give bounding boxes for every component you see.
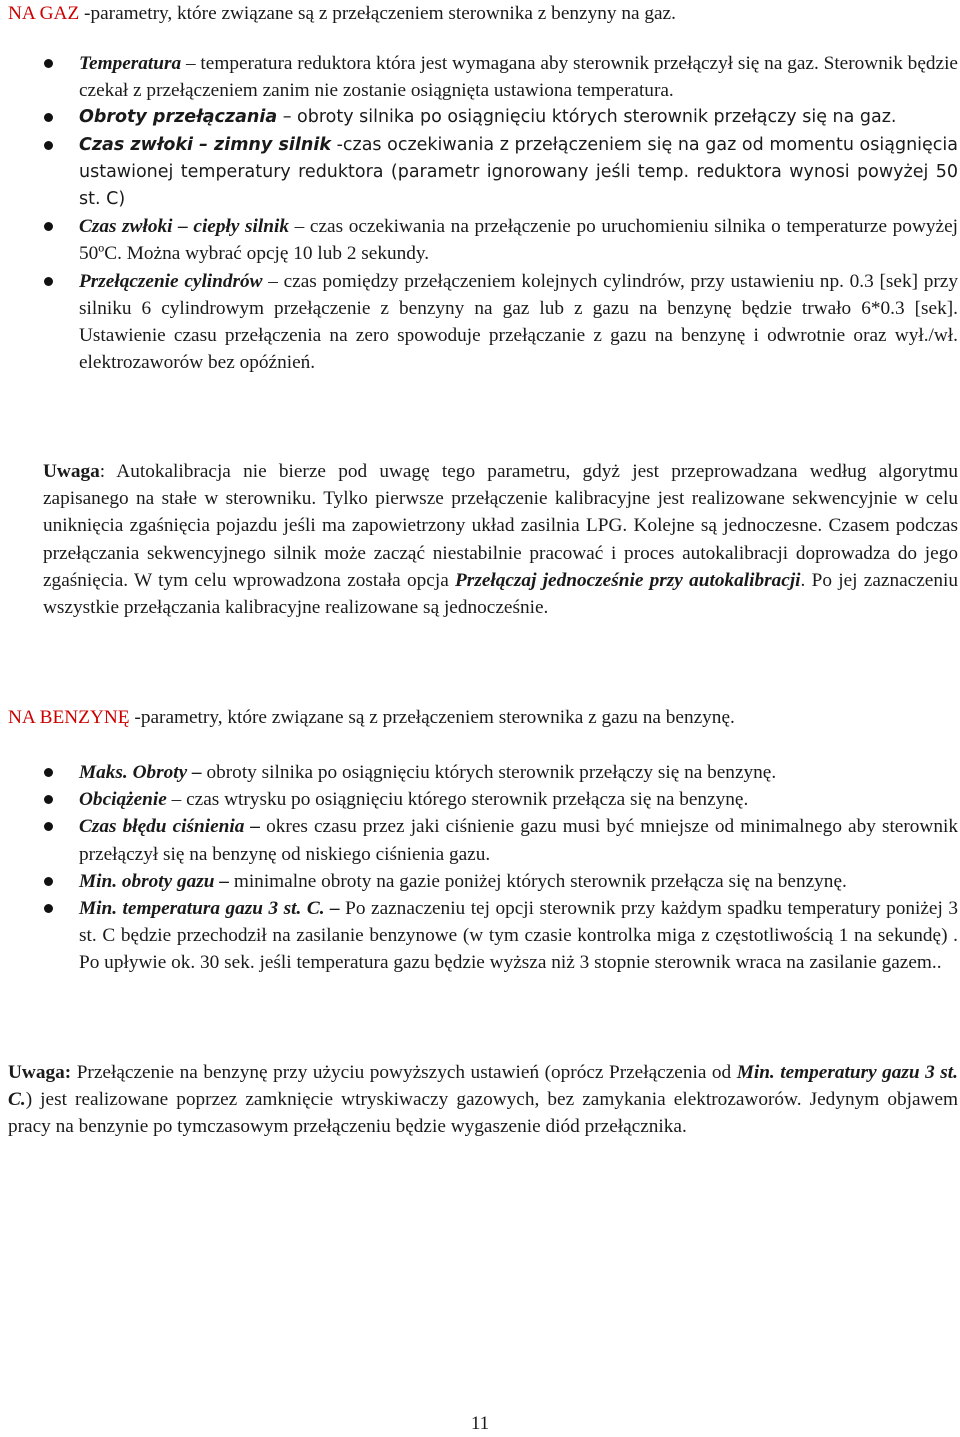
benzyna-note-paragraph bbox=[8, 1059, 958, 1141]
section-benzyna-title: NA BENZYNĘ bbox=[8, 707, 130, 728]
param-term: Czas błędu ciśnienia – bbox=[79, 816, 261, 838]
bullet-icon bbox=[44, 222, 53, 231]
note-text: : Autokalibracja nie bierze pod uwagę tego parametru, gdyż jest przeprowadzana według algorytmu zapisanego na stałe w sterowniku. Tylko pierwsze przełączenie kalibracyjne jest realizowane sekwencyjnie w celu uniknięcia zgaśnięcia pojazdu jeśli ma zapowietrzony układ zasilnia LPG. Kolejne są jednoczesne. Czasem podczas przełączania sekwencyjnego silnik może zacząć niestabilnie pracować i proces autokalibracji doprowadza do jego zgaśnięcia. W tym celu wprowadzona została opcja bbox=[43, 461, 958, 591]
param-term: Przełączenie cylindrów bbox=[79, 270, 263, 292]
list-item bbox=[8, 786, 958, 813]
param-desc: obroty silnika po osiągnięciu których sterownik przełączy się na benzynę. bbox=[201, 762, 777, 783]
param-term: Temperatura bbox=[79, 53, 182, 74]
param-desc: – temperatura reduktora która jest wymagana aby sterownik przełączył się na gaz. Sterownik będzie czekał z przełączeniem zanim nie zostanie osiągnięta ustawiona temperatura. bbox=[79, 53, 958, 102]
benzyna-parameter-list bbox=[8, 759, 958, 977]
note-option-name: Przełączaj jednocześnie przy autokalibracji bbox=[455, 569, 801, 591]
param-desc: – czas oczekiwania na przełączenie po uruchomieniu silnika o temperaturze powyżej 50ºC. Można wybrać opcję 10 lub 2 sekundy. bbox=[79, 216, 958, 265]
bullet-icon bbox=[44, 904, 53, 913]
list-item bbox=[8, 104, 958, 131]
param-desc: – obroty silnika po osiągnięciu których sterownik przełączy się na gaz. bbox=[277, 107, 897, 128]
list-item bbox=[8, 132, 958, 214]
bullet-icon bbox=[44, 795, 53, 804]
section-gaz-heading bbox=[8, 0, 676, 27]
section-gaz-title: NA GAZ bbox=[8, 3, 80, 24]
note-option-name: Min. temperatury gazu 3 st. C. bbox=[8, 1062, 958, 1111]
param-term: Obciążenie bbox=[79, 789, 167, 811]
bullet-icon bbox=[44, 141, 53, 150]
list-item bbox=[8, 868, 958, 895]
list-item bbox=[8, 813, 958, 867]
param-desc: Po zaznaczeniu tej opcji sterownik przy każdym spadku temperatury poniżej 3 st. C będzie przechodził na zasilanie benzynowe (w tym czasie kontrolka miga z częstotliwością 1 na sekundę) . Po upływie ok. 30 sek. jeśli temperatura gazu będzie wyższa niż 3 stopnie sterownik wraca na zasilanie gazem.. bbox=[79, 898, 958, 974]
section-benzyna-heading bbox=[8, 704, 735, 731]
bullet-icon bbox=[44, 877, 53, 886]
bullet-icon bbox=[44, 768, 53, 777]
note-label: Uwaga: bbox=[8, 1062, 72, 1083]
section-gaz-intro: -parametry, które związane są z przełączeniem sterownika z benzyny na gaz. bbox=[79, 3, 676, 24]
bullet-icon bbox=[44, 822, 53, 831]
param-desc: – czas wtrysku po osiągnięciu którego sterownik przełącza się na benzynę. bbox=[166, 789, 749, 811]
param-term: Czas zwłoki – ciepły silnik bbox=[79, 216, 289, 238]
list-item bbox=[8, 50, 958, 104]
param-term: Min. temperatura gazu 3 st. C. – bbox=[79, 898, 340, 920]
param-desc: minimalne obroty na gazie poniżej których sterownik przełącza się na benzynę. bbox=[229, 870, 847, 892]
bullet-icon bbox=[44, 59, 53, 68]
param-desc: okres czasu przez jaki ciśnienie gazu musi być mniejsze od minimalnego aby sterownik przełączył się na benzynę od niskiego ciśnienia gazu. bbox=[79, 816, 958, 865]
note-label: Uwaga bbox=[43, 461, 100, 482]
list-item bbox=[8, 213, 958, 267]
list-item bbox=[8, 268, 958, 377]
param-term: Obroty przełączania bbox=[79, 107, 278, 128]
list-item bbox=[8, 759, 958, 786]
param-term: Maks. Obroty – bbox=[79, 762, 202, 783]
param-term: Czas zwłoki – zimny silnik bbox=[79, 134, 331, 155]
section-benzyna-intro: -parametry, które związane są z przełączeniem sterownika z gazu na benzynę. bbox=[129, 707, 735, 728]
note-text-end: ) jest realizowane poprzez zamknięcie wtryskiwaczy gazowych, bez zamykania elektrozaworów. Jedynym objawem pracy na benzynie po tymczasowym przełączeniu będzie wygaszenie diód przełącznika. bbox=[8, 1089, 958, 1138]
page-number: 11 bbox=[470, 1413, 490, 1434]
note-text-end: . Po jej zaznaczeniu wszystkie przełączania kalibracyjne realizowane są jednocześnie. bbox=[43, 569, 958, 619]
note-text: Przełączenie na benzynę przy użyciu powyższych ustawień (oprócz Przełączenia od bbox=[71, 1062, 737, 1083]
gaz-note-paragraph bbox=[8, 458, 958, 621]
bullet-icon bbox=[44, 113, 53, 122]
bullet-icon bbox=[44, 277, 53, 286]
param-desc: -czas oczekiwania z przełączeniem się na gaz od momentu osiągnięcia ustawionej temperatury reduktora (parametr ignorowany jeśli temp. reduktora wynosi powyżej 50 st. C) bbox=[79, 134, 958, 210]
list-item bbox=[8, 895, 958, 977]
param-desc: – czas pomiędzy przełączeniem kolejnych cylindrów, przy ustawieniu np. 0.3 [sek] przy silniku 6 cylindrowym przełączenie z benzyny na gaz lub z gazu na benzynę będzie trwało 6*0.3 [sek]. Ustawienie czasu przełączenia na zero spowoduje przełączanie z gazu na benzynę i odwrotnie oraz wył./wł. elektrozaworów bez opóźnień. bbox=[79, 270, 958, 374]
gaz-parameter-list bbox=[8, 50, 958, 376]
param-term: Min. obroty gazu – bbox=[79, 870, 229, 892]
